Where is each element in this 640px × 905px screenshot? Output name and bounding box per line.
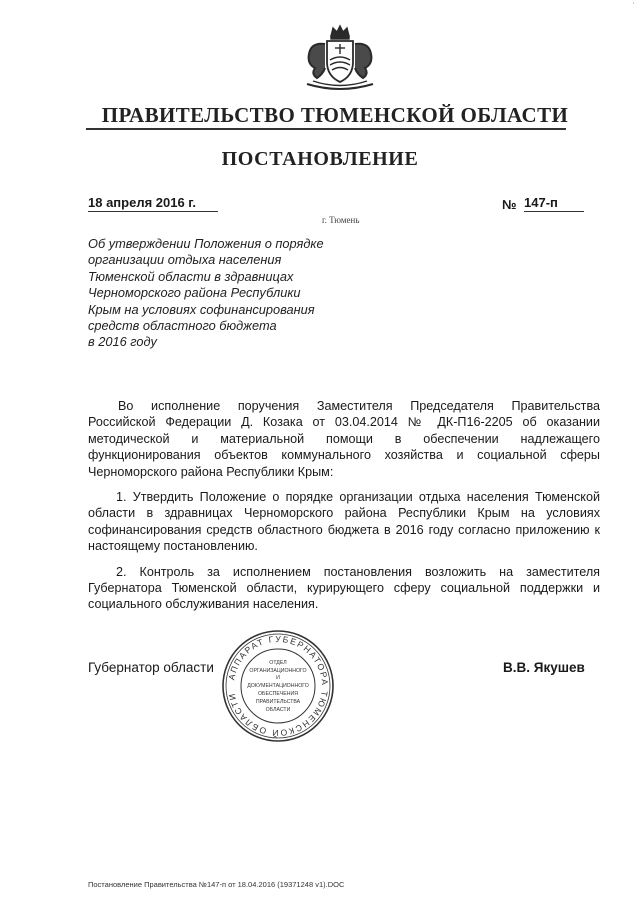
subject-line: Черноморского района Республики xyxy=(88,285,301,301)
seal-inner-line: ОТДЕЛ xyxy=(269,660,287,666)
document-number: 147-п xyxy=(524,195,584,212)
seal-inner-line: ОБЕСПЕЧЕНИЯ xyxy=(258,691,298,697)
document-number-label: № xyxy=(502,197,517,212)
seal-inner-line: ДОКУМЕНТАЦИОННОГО xyxy=(247,683,309,689)
document-footer: Постановление Правительства №147-п от 18.04.2016 (19371248 v1).DOC xyxy=(88,880,345,889)
document-type-heading: ПОСТАНОВЛЕНИЕ xyxy=(221,148,419,170)
document-city: г. Тюмень xyxy=(322,215,360,225)
seal-inner-line: ПРАВИТЕЛЬСТВА xyxy=(255,699,301,705)
subject-line: Крым на условиях софинансирования xyxy=(88,301,315,317)
body-paragraph: 2. Контроль за исполнением постановления возложить на заместителя Губернатора Тюменской области, курирующего сферу социальной поддержки и социального обслуживания населения. xyxy=(88,564,600,612)
signatory-name: В.В. Якушев xyxy=(503,660,585,675)
seal-ring-text: АППАРАТ ГУБЕРНАТОРА ТЮМЕНСКОЙ ОБЛАСТИ xyxy=(226,633,331,739)
subject-line: средств областного бюджета xyxy=(88,318,277,334)
subject-line: Об утверждении Положения о порядке xyxy=(88,236,324,251)
official-seal-stamp xyxy=(220,628,336,744)
organization-title: ПРАВИТЕЛЬСТВО ТЮМЕНСКОЙ ОБЛАСТИ xyxy=(101,103,569,127)
body-paragraph: 1. Утвердить Положение о порядке организации отдыха населения Тюменской области в здравницах Черноморского района Республики Крым на условиях софинансирования средств областного бюджета в 2016 году согласно приложению к настоящему постановлению. xyxy=(88,490,600,554)
signatory-role: Губернатор области xyxy=(88,660,214,675)
seal-inner-line: И xyxy=(276,675,280,681)
scan-edge-mark: ' xyxy=(632,2,634,9)
seal-inner-line: ОРГАНИЗАЦИОННОГО xyxy=(249,668,307,674)
document-body xyxy=(88,398,600,622)
subject-line: организации отдыха населения xyxy=(88,252,282,268)
seal-inner-line: ОБЛАСТИ xyxy=(265,707,291,713)
title-divider xyxy=(86,128,566,130)
tyumen-coat-of-arms-icon xyxy=(297,24,383,94)
document-date: 18 апреля 2016 г. xyxy=(88,195,218,212)
subject-line: Тюменской области в здравницах xyxy=(88,268,294,284)
body-paragraph: Во исполнение поручения Заместителя Председателя Правительства Российской Федерации Д. Козака от 03.04.2014 № ДК-П16-2205 об оказании методической и материальной помощи в обеспечении надлежащего функционирования объектов коммунального хозяйства и социальной сферы Черноморского района Республики Крым: xyxy=(88,399,600,479)
document-subject xyxy=(88,236,358,351)
subject-line: в 2016 году xyxy=(88,334,157,350)
